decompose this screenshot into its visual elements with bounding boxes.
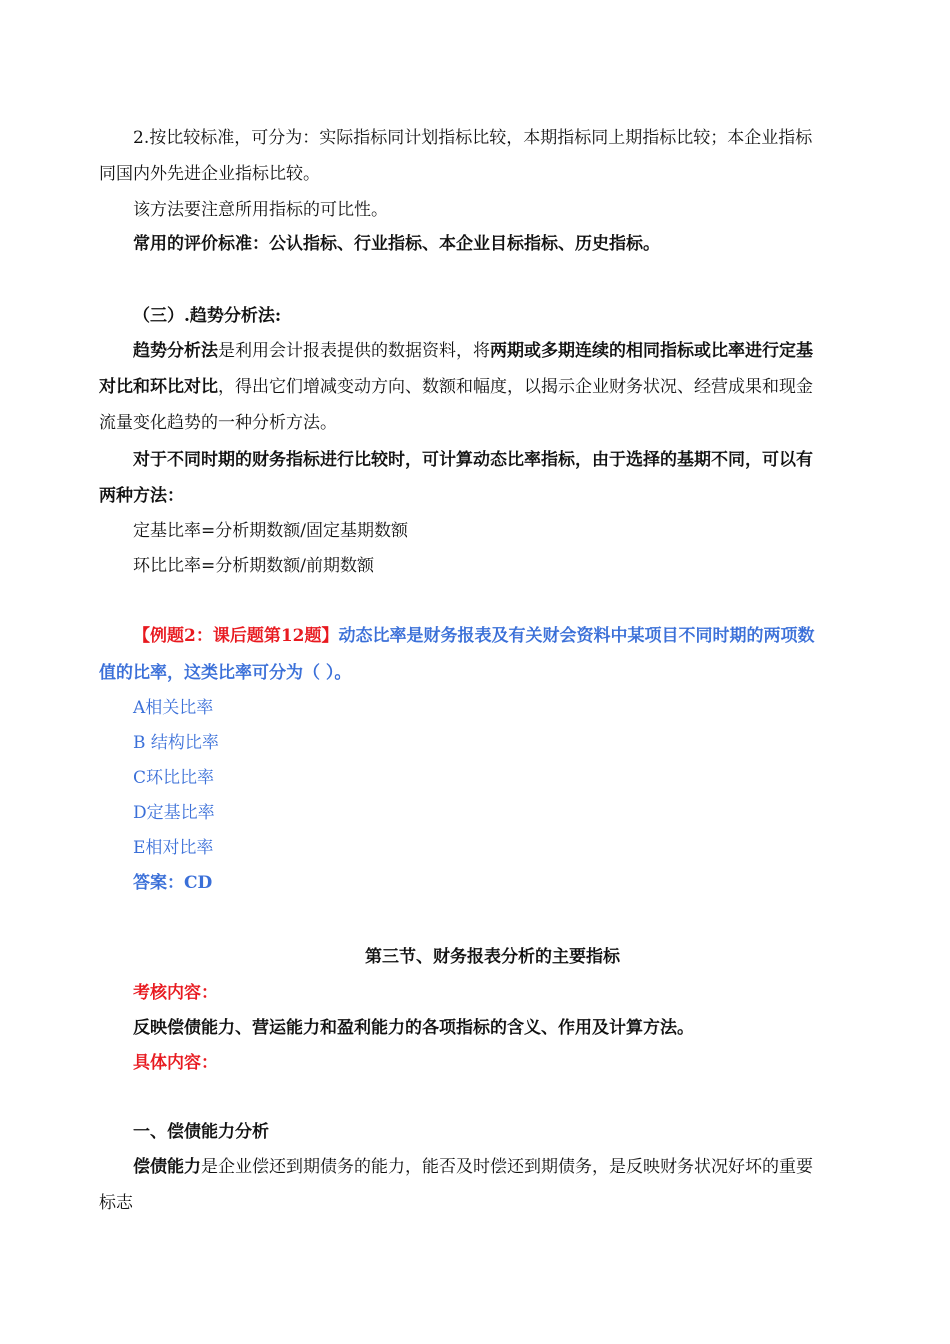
example-question-line2: 值的比率，这类比率可分为（ ）。 xyxy=(99,663,352,683)
option-a: A相关比率 xyxy=(133,698,214,718)
paragraph-compare-standard-line1: 2.按比较标准，可分为：实际指标同计划指标比较，本期指标同上期指标比较；本企业指标 xyxy=(133,128,813,148)
paragraph-compare-standard-line2: 同国内外先进企业指标比较。 xyxy=(99,164,320,184)
paragraph-evaluation-standards: 常用的评价标准：公认指标、行业指标、本企业目标指标、历史指标。 xyxy=(133,234,660,254)
section-title: 第三节、财务报表分析的主要指标 xyxy=(365,947,620,967)
trend-term: 趋势分析法 xyxy=(133,341,218,361)
solvency-definition-line2: 标志 xyxy=(99,1193,133,1213)
trend-text-b: 两期或多期连续的相同指标或比率进行定基 xyxy=(490,341,813,361)
heading-trend-analysis: （三）.趋势分析法: xyxy=(133,306,282,326)
trend-definition-line3: 流量变化趋势的一种分析方法。 xyxy=(99,413,337,433)
trend-text-a: 是利用会计报表提供的数据资料，将 xyxy=(218,341,490,361)
paragraph-comparability: 该方法要注意所用指标的可比性。 xyxy=(133,200,388,220)
example-question-line1 xyxy=(133,624,815,648)
heading-solvency: 一、偿债能力分析 xyxy=(133,1122,269,1142)
solvency-text: 是企业偿还到期债务的能力，能否及时偿还到期债务，是反映财务状况好坏的重要 xyxy=(201,1157,813,1177)
formula-fixed-base: 定基比率=分析期数额/固定基期数额 xyxy=(133,521,408,541)
exam-content-label: 考核内容： xyxy=(133,983,218,1003)
solvency-definition-line1 xyxy=(133,1155,813,1179)
trend-text-c: 对比和环比对比 xyxy=(99,377,218,397)
dynamic-ratio-line1: 对于不同时期的财务指标进行比较时，可计算动态比率指标，由于选择的基期不同，可以有 xyxy=(133,450,813,470)
option-c: C环比比率 xyxy=(133,768,215,788)
example-answer: 答案：CD xyxy=(133,873,213,893)
exam-content-text: 反映偿债能力、营运能力和盈利能力的各项指标的含义、作用及计算方法。 xyxy=(133,1018,694,1038)
formula-chain: 环比比率=分析期数额/前期数额 xyxy=(133,556,374,576)
trend-text-d: ，得出它们增减变动方向、数额和幅度，以揭示企业财务状况、经营成果和现金 xyxy=(218,377,813,397)
option-d: D定基比率 xyxy=(133,803,215,823)
option-b: B 结构比率 xyxy=(133,733,219,753)
trend-definition-line1 xyxy=(133,339,813,363)
example-question-text: 动态比率是财务报表及有关财会资料中某项目不同时期的两项数 xyxy=(338,626,815,646)
solvency-term: 偿债能力 xyxy=(133,1157,201,1177)
example-tag: 【例题2：课后题第12题】 xyxy=(133,626,339,646)
option-e: E相对比率 xyxy=(133,838,214,858)
detail-content-label: 具体内容： xyxy=(133,1053,218,1073)
dynamic-ratio-line2: 两种方法： xyxy=(99,486,184,506)
trend-definition-line2 xyxy=(99,375,813,399)
